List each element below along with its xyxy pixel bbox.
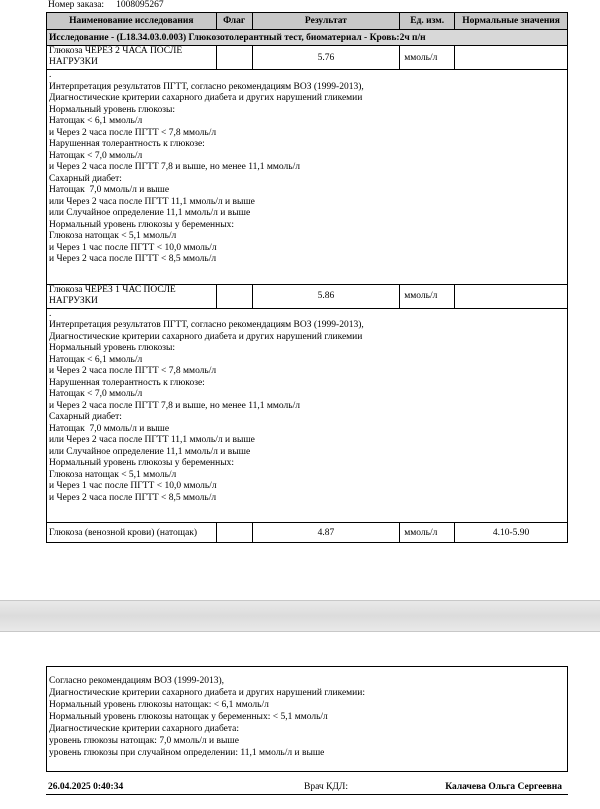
- who-criteria-note: [46, 666, 568, 772]
- test-result: 4.87: [252, 523, 400, 543]
- interpretation-text: [47, 308, 568, 523]
- report-footer: [46, 780, 568, 796]
- doctor-name: Калачева Ольга Сергеевна: [445, 782, 562, 792]
- test-flag: [216, 284, 252, 308]
- interpretation-text: [47, 70, 568, 285]
- interp-line: Натощак 7,0 ммоль/л и выше: [49, 185, 170, 195]
- test-norm: [455, 284, 568, 308]
- interp-line: Глюкоза натощак < 5,1 ммоль/л: [49, 469, 177, 480]
- table-row: [47, 46, 568, 70]
- order-label: Номер заказа:: [48, 0, 105, 10]
- interp-line: или Случайное определение 11,1 ммоль/л и выше: [49, 446, 251, 457]
- header-unit: Ед. изм.: [400, 13, 455, 30]
- test-unit: ммоль/л: [400, 523, 455, 543]
- interp-line: Натощак < 6,1 ммоль/л: [49, 116, 143, 126]
- interp-spacer: [49, 266, 565, 280]
- order-number: [48, 0, 164, 11]
- interp-line: и Через 2 часа после ПГТТ < 7,8 ммоль/л: [49, 127, 217, 138]
- interp-line: Натощак < 7,0 ммоль/л: [49, 389, 143, 399]
- interp-line: Глюкоза натощак < 5,1 ммоль/л: [49, 231, 177, 241]
- note-line: Нормальный уровень глюкозы натощак у беременных: < 5,1 ммоль/л: [49, 712, 328, 722]
- interp-line: Нарушенная толерантность к глюкозе:: [49, 139, 205, 149]
- interp-spacer: [49, 504, 565, 518]
- results-table: [46, 12, 568, 543]
- test-result: 5.86: [252, 284, 400, 308]
- report-datetime: 26.04.2025 0:40:34: [48, 782, 124, 792]
- interp-line: .: [49, 70, 52, 80]
- interp-line: и Через 1 час после ПГТТ < 10,0 ммоль/л: [49, 242, 217, 253]
- note-line: Диагностические критерии сахарного диабета и других нарушений гликемии:: [49, 688, 365, 698]
- interp-line: Натощак < 7,0 ммоль/л: [49, 150, 143, 161]
- test-unit: ммоль/л: [400, 46, 455, 70]
- interp-line: и Через 1 час после ПГТТ < 10,0 ммоль/л: [49, 481, 217, 491]
- interp-line: Сахарный диабет:: [49, 412, 122, 422]
- interpretation-row: [47, 308, 568, 523]
- report-page-2: [0, 632, 600, 809]
- table-header-row: [47, 13, 568, 30]
- interp-line: Нормальный уровень глюкозы у беременных:: [49, 458, 234, 468]
- interp-line: Диагностические критерии сахарного диабета и других нарушений гликемии: [49, 93, 363, 103]
- test-flag: [216, 46, 252, 70]
- header-result: Результат: [252, 13, 400, 30]
- footer-rule: [46, 794, 568, 795]
- interp-line: или Через 2 часа после ПГТТ 11,1 ммоль/л и выше: [49, 196, 255, 207]
- note-line: Диагностические критерии сахарного диабета:: [49, 724, 239, 734]
- interp-line: и Через 2 часа после ПГТТ 7,8 и выше, но менее 11,1 ммоль/л: [49, 162, 300, 172]
- interp-line: или Через 2 часа после ПГТТ 11,1 ммоль/л и выше: [49, 435, 255, 445]
- header-norm: Нормальные значения: [455, 13, 568, 30]
- note-line: Согласно рекомендациям ВОЗ (1999-2013),: [49, 676, 225, 686]
- test-norm: 4.10-5.90: [455, 523, 568, 543]
- test-norm: [455, 46, 568, 70]
- interpretation-row: [47, 70, 568, 285]
- test-name: Глюкоза (венозной крови) (натощак): [47, 523, 217, 543]
- interp-line: Нормальный уровень глюкозы у беременных:: [49, 219, 234, 230]
- interp-line: Диагностические критерии сахарного диабета и других нарушений гликемии: [49, 331, 363, 342]
- test-unit: ммоль/л: [400, 284, 455, 308]
- interp-line: Натощак < 6,1 ммоль/л: [49, 354, 143, 365]
- order-value: 1008095267: [116, 0, 164, 10]
- page-separator: [0, 600, 600, 632]
- note-line: уровень глюкозы при случайном определении: 11,1 ммоль/л и выше: [49, 748, 325, 758]
- interp-line: и Через 2 часа после ПГТТ < 7,8 ммоль/л: [49, 366, 217, 376]
- interp-line: Нормальный уровень глюкозы:: [49, 343, 176, 353]
- interp-line: и Через 2 часа после ПГТТ < 8,5 ммоль/л: [49, 254, 217, 264]
- test-name: Глюкоза ЧЕРЕЗ 2 ЧАСА ПОСЛЕ НАГРУЗКИ: [47, 46, 217, 70]
- interp-line: Нормальный уровень глюкозы:: [49, 104, 176, 115]
- interp-line: Интерпретация результатов ПГТТ, согласно рекомендациям ВОЗ (1999-2013),: [49, 81, 364, 92]
- note-line: уровень глюкозы натощак: 7,0 ммоль/л и выше: [49, 736, 239, 746]
- header-flag: Флаг: [216, 13, 252, 30]
- test-name: Глюкоза ЧЕРЕЗ 1 ЧАС ПОСЛЕ НАГРУЗКИ: [47, 284, 217, 308]
- test-result: 5.76: [252, 46, 400, 70]
- table-row: [47, 523, 568, 543]
- interp-line: или Случайное определение 11,1 ммоль/л и выше: [49, 208, 251, 218]
- note-line: Нормальный уровень глюкозы натощак: < 6,1 ммоль/л: [49, 700, 269, 710]
- interp-line: Нарушенная толерантность к глюкозе:: [49, 377, 205, 388]
- table-row: [47, 284, 568, 308]
- test-flag: [216, 523, 252, 543]
- interp-line: и Через 2 часа после ПГТТ 7,8 и выше, но менее 11,1 ммоль/л: [49, 400, 300, 411]
- interp-line: Интерпретация результатов ПГТТ, согласно рекомендациям ВОЗ (1999-2013),: [49, 320, 364, 330]
- interp-line: Сахарный диабет:: [49, 173, 122, 184]
- interp-line: и Через 2 часа после ПГТТ < 8,5 ммоль/л: [49, 492, 217, 503]
- interp-line: Натощак 7,0 ммоль/л и выше: [49, 423, 170, 434]
- doctor-label: Врач КДЛ:: [304, 782, 348, 792]
- header-name: Наименование исследования: [47, 13, 217, 30]
- section-row: [47, 30, 568, 46]
- section-title: Исследование - (L18.34.03.0.003) Глюкозотолерантный тест, биоматериал - Кровь:2ч п/н: [47, 30, 568, 46]
- interp-line: .: [49, 308, 52, 319]
